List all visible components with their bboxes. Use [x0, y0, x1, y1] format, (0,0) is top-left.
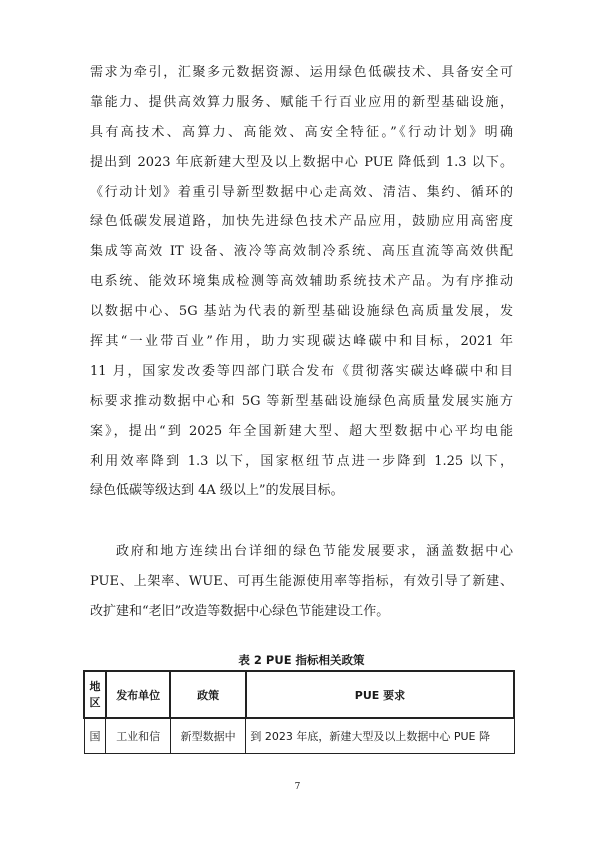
paragraph-line: 绿色低碳发展道路，加快先进绿色技术产品应用，鼓励应用高密度: [90, 214, 513, 230]
cell-policy: 新型数据中: [170, 718, 245, 754]
header-region: 地区: [84, 671, 106, 718]
paragraph-line: 集成等高效 IT 设备、液冷等高效制冷系统、高压直流等高效供配: [90, 244, 513, 260]
paragraph-line: 政府和地方连续出台详细的绿色节能发展要求，涵盖数据中心: [116, 544, 513, 559]
page-number: 7: [294, 782, 301, 792]
cell-region: 国: [84, 718, 106, 754]
paragraph-line: 提出到 2023 年底新建大型及以上数据中心 PUE 降低到 1.3 以下。: [90, 154, 513, 170]
paragraph-2: [90, 537, 513, 627]
paragraph-line: 挥其“一业带百业”作用，助力实现碳达峰碳中和目标，2021 年: [90, 334, 513, 350]
cell-pue-requirement: 到 2023 年底，新建大型及以上数据中心 PUE 降: [246, 718, 514, 754]
paragraph-line: 具有高技术、高算力、高能效、高安全特征。”《行动计划》明确: [90, 124, 513, 140]
table-row: [84, 718, 514, 754]
paragraph-line: 需求为牵引，汇聚多元数据资源、运用绿色低碳技术、具备安全可: [90, 65, 513, 80]
paragraph-line: 绿色低碳等级达到 4A 级以上”的发展目标。: [90, 483, 344, 499]
table-header-row: [84, 671, 514, 718]
paragraph-line: 案》，提出“到 2025 年全国新建大型、超大型数据中心平均电能: [90, 423, 513, 439]
paragraph-line: 电系统、能效环境集成检测等高效辅助系统技术产品。为有序推动: [90, 274, 513, 290]
paragraph-line: 11 月，国家发改委等四部门联合发布《贯彻落实碳达峰碳中和目: [90, 363, 513, 379]
header-policy: 政策: [170, 671, 245, 718]
cell-publisher: 工业和信: [106, 718, 170, 754]
table-caption: 表 2 PUE 指标相关政策: [238, 653, 365, 667]
header-pue-requirement: PUE 要求: [246, 671, 514, 718]
paragraph-line: 《行动计划》着重引导新型数据中心走高效、清洁、集约、循环的: [90, 184, 513, 200]
paragraph-line: 利用效率降到 1.3 以下，国家枢纽节点进一步降到 1.25 以下，: [90, 453, 513, 469]
paragraph-line: 以数据中心、5G 基站为代表的新型基础设施绿色高质量发展，发: [90, 304, 513, 320]
paragraph-line: 靠能力、提供高效算力服务、赋能千行百业应用的新型基础设施，: [90, 94, 513, 110]
header-publisher: 发布单位: [106, 671, 170, 718]
paragraph-line: 标要求推动数据中心和 5G 等新型基础设施绿色高质量发展实施方: [90, 393, 513, 409]
paragraph-line: 改扩建和“老旧”改造等数据中心绿色节能建设工作。: [90, 603, 390, 619]
pue-policy-table: [83, 670, 515, 754]
paragraph-line: PUE、上架率、WUE、可再生能源使用率等指标，有效引导了新建、: [90, 573, 513, 589]
paragraph-1: [90, 58, 513, 506]
